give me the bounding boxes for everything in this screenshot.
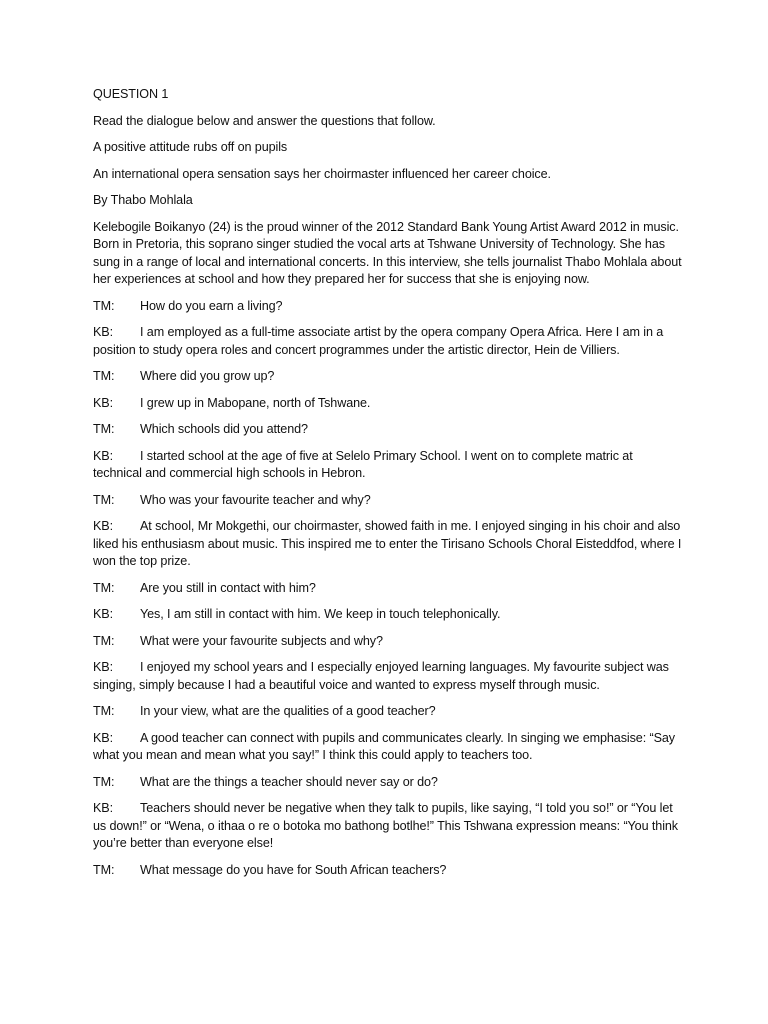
dialogue-turn xyxy=(93,862,682,880)
dialogue-turn xyxy=(93,492,682,510)
article-title: A positive attitude rubs off on pupils xyxy=(93,140,288,154)
dialogue-text: Which schools did you attend? xyxy=(140,422,308,436)
dialogue-turn xyxy=(93,298,682,316)
speaker-label: TM: xyxy=(93,298,115,313)
speaker-label: TM: xyxy=(93,580,115,595)
dialogue-text: What were your favourite subjects and why? xyxy=(140,633,383,648)
dialogue-text: Who was your favourite teacher and why? xyxy=(140,492,371,507)
dialogue-text: I grew up in Mabopane, north of Tshwane. xyxy=(140,395,371,410)
speaker-label: TM: xyxy=(93,492,115,507)
dialogue-text: What message do you have for South African teachers? xyxy=(140,862,447,877)
dialogue-turn xyxy=(93,448,682,483)
dialogue-turn xyxy=(93,633,682,651)
byline: By Thabo Mohlala xyxy=(93,193,193,207)
dialogue-text: In your view, what are the qualities of a good teacher? xyxy=(140,704,436,718)
dialogue-turn xyxy=(93,800,682,853)
speaker-label: TM: xyxy=(93,862,115,877)
speaker-label: KB: xyxy=(93,395,113,410)
speaker-label: TM: xyxy=(93,633,115,648)
dialogue-turn xyxy=(93,730,682,765)
speaker-label: TM: xyxy=(93,704,115,718)
speaker-label: KB: xyxy=(93,730,113,745)
speaker-label: TM: xyxy=(93,369,115,383)
speaker-label: TM: xyxy=(93,422,115,436)
dialogue-turn xyxy=(93,580,682,598)
dialogue xyxy=(93,298,682,880)
dialogue-text: I started school at the age of five at Selelo Primary School. I went on to complete matric at technical and commercial high schools in Hebron. xyxy=(93,448,633,480)
dialogue-turn xyxy=(93,395,682,413)
speaker-label: KB: xyxy=(93,607,113,621)
dialogue-turn xyxy=(93,368,682,386)
dialogue-text: Yes, I am still in contact with him. We keep in touch telephonically. xyxy=(140,607,501,621)
article-subtitle: An international opera sensation says her choirmaster influenced her career choice. xyxy=(93,166,551,181)
dialogue-turn xyxy=(93,703,682,721)
dialogue-text: I am employed as a full-time associate artist by the opera company Opera Africa. Here I am in a position to study opera roles and concert programmes under the artistic director, Hein de Villiers. xyxy=(93,325,664,357)
dialogue-turn xyxy=(93,774,682,792)
speaker-label: KB: xyxy=(93,801,113,815)
instruction-text: Read the dialogue below and answer the questions that follow. xyxy=(93,113,436,128)
dialogue-turn xyxy=(93,659,682,694)
dialogue-text: At school, Mr Mokgethi, our choirmaster, showed faith in me. I enjoyed singing in his choir and also liked his enthusiasm about music. This inspired me to enter the Tirisano Schools Choral Eisteddfod, where I won the top prize. xyxy=(93,519,682,568)
dialogue-text: Are you still in contact with him? xyxy=(140,580,316,595)
dialogue-turn xyxy=(93,421,682,439)
dialogue-text: What are the things a teacher should never say or do? xyxy=(140,774,438,789)
dialogue-text: How do you earn a living? xyxy=(140,298,283,313)
dialogue-text: A good teacher can connect with pupils and communicates clearly. In singing we emphasise: “Say what you mean and mean what you say!” I think this could apply to teachers too. xyxy=(93,730,675,762)
dialogue-turn xyxy=(93,324,682,359)
dialogue-text: Teachers should never be negative when they talk to pupils, like saying, “I told you so!” or “You let us down!” or “Wena, o ithaa o re o botoka mo bathong botlhe!” This Tshwana expression means: “You think you’re better than everyone else! xyxy=(93,801,678,850)
dialogue-turn xyxy=(93,606,682,624)
speaker-label: TM: xyxy=(93,774,115,789)
speaker-label: KB: xyxy=(93,519,113,533)
dialogue-text: I enjoyed my school years and I especially enjoyed learning languages. My favourite subject was singing, simply because I had a beautiful voice and wanted to express myself through music. xyxy=(93,660,669,692)
intro-paragraph: Kelebogile Boikanyo (24) is the proud winner of the 2012 Standard Bank Young Artist Award 2012 in music. Born in Pretoria, this soprano singer studied the vocal arts at Tshwane University of Technology. She has sung in a range of local and international concerts. In this interview, she tells journalist Thabo Mohlala about her experiences at school and how they prepared her for success that she is enjoying now. xyxy=(93,219,682,286)
dialogue-text: Where did you grow up? xyxy=(140,369,275,383)
dialogue-turn xyxy=(93,518,682,571)
speaker-label: KB: xyxy=(93,448,113,463)
speaker-label: KB: xyxy=(93,325,113,339)
question-heading: QUESTION 1 xyxy=(93,87,169,101)
speaker-label: KB: xyxy=(93,660,113,674)
